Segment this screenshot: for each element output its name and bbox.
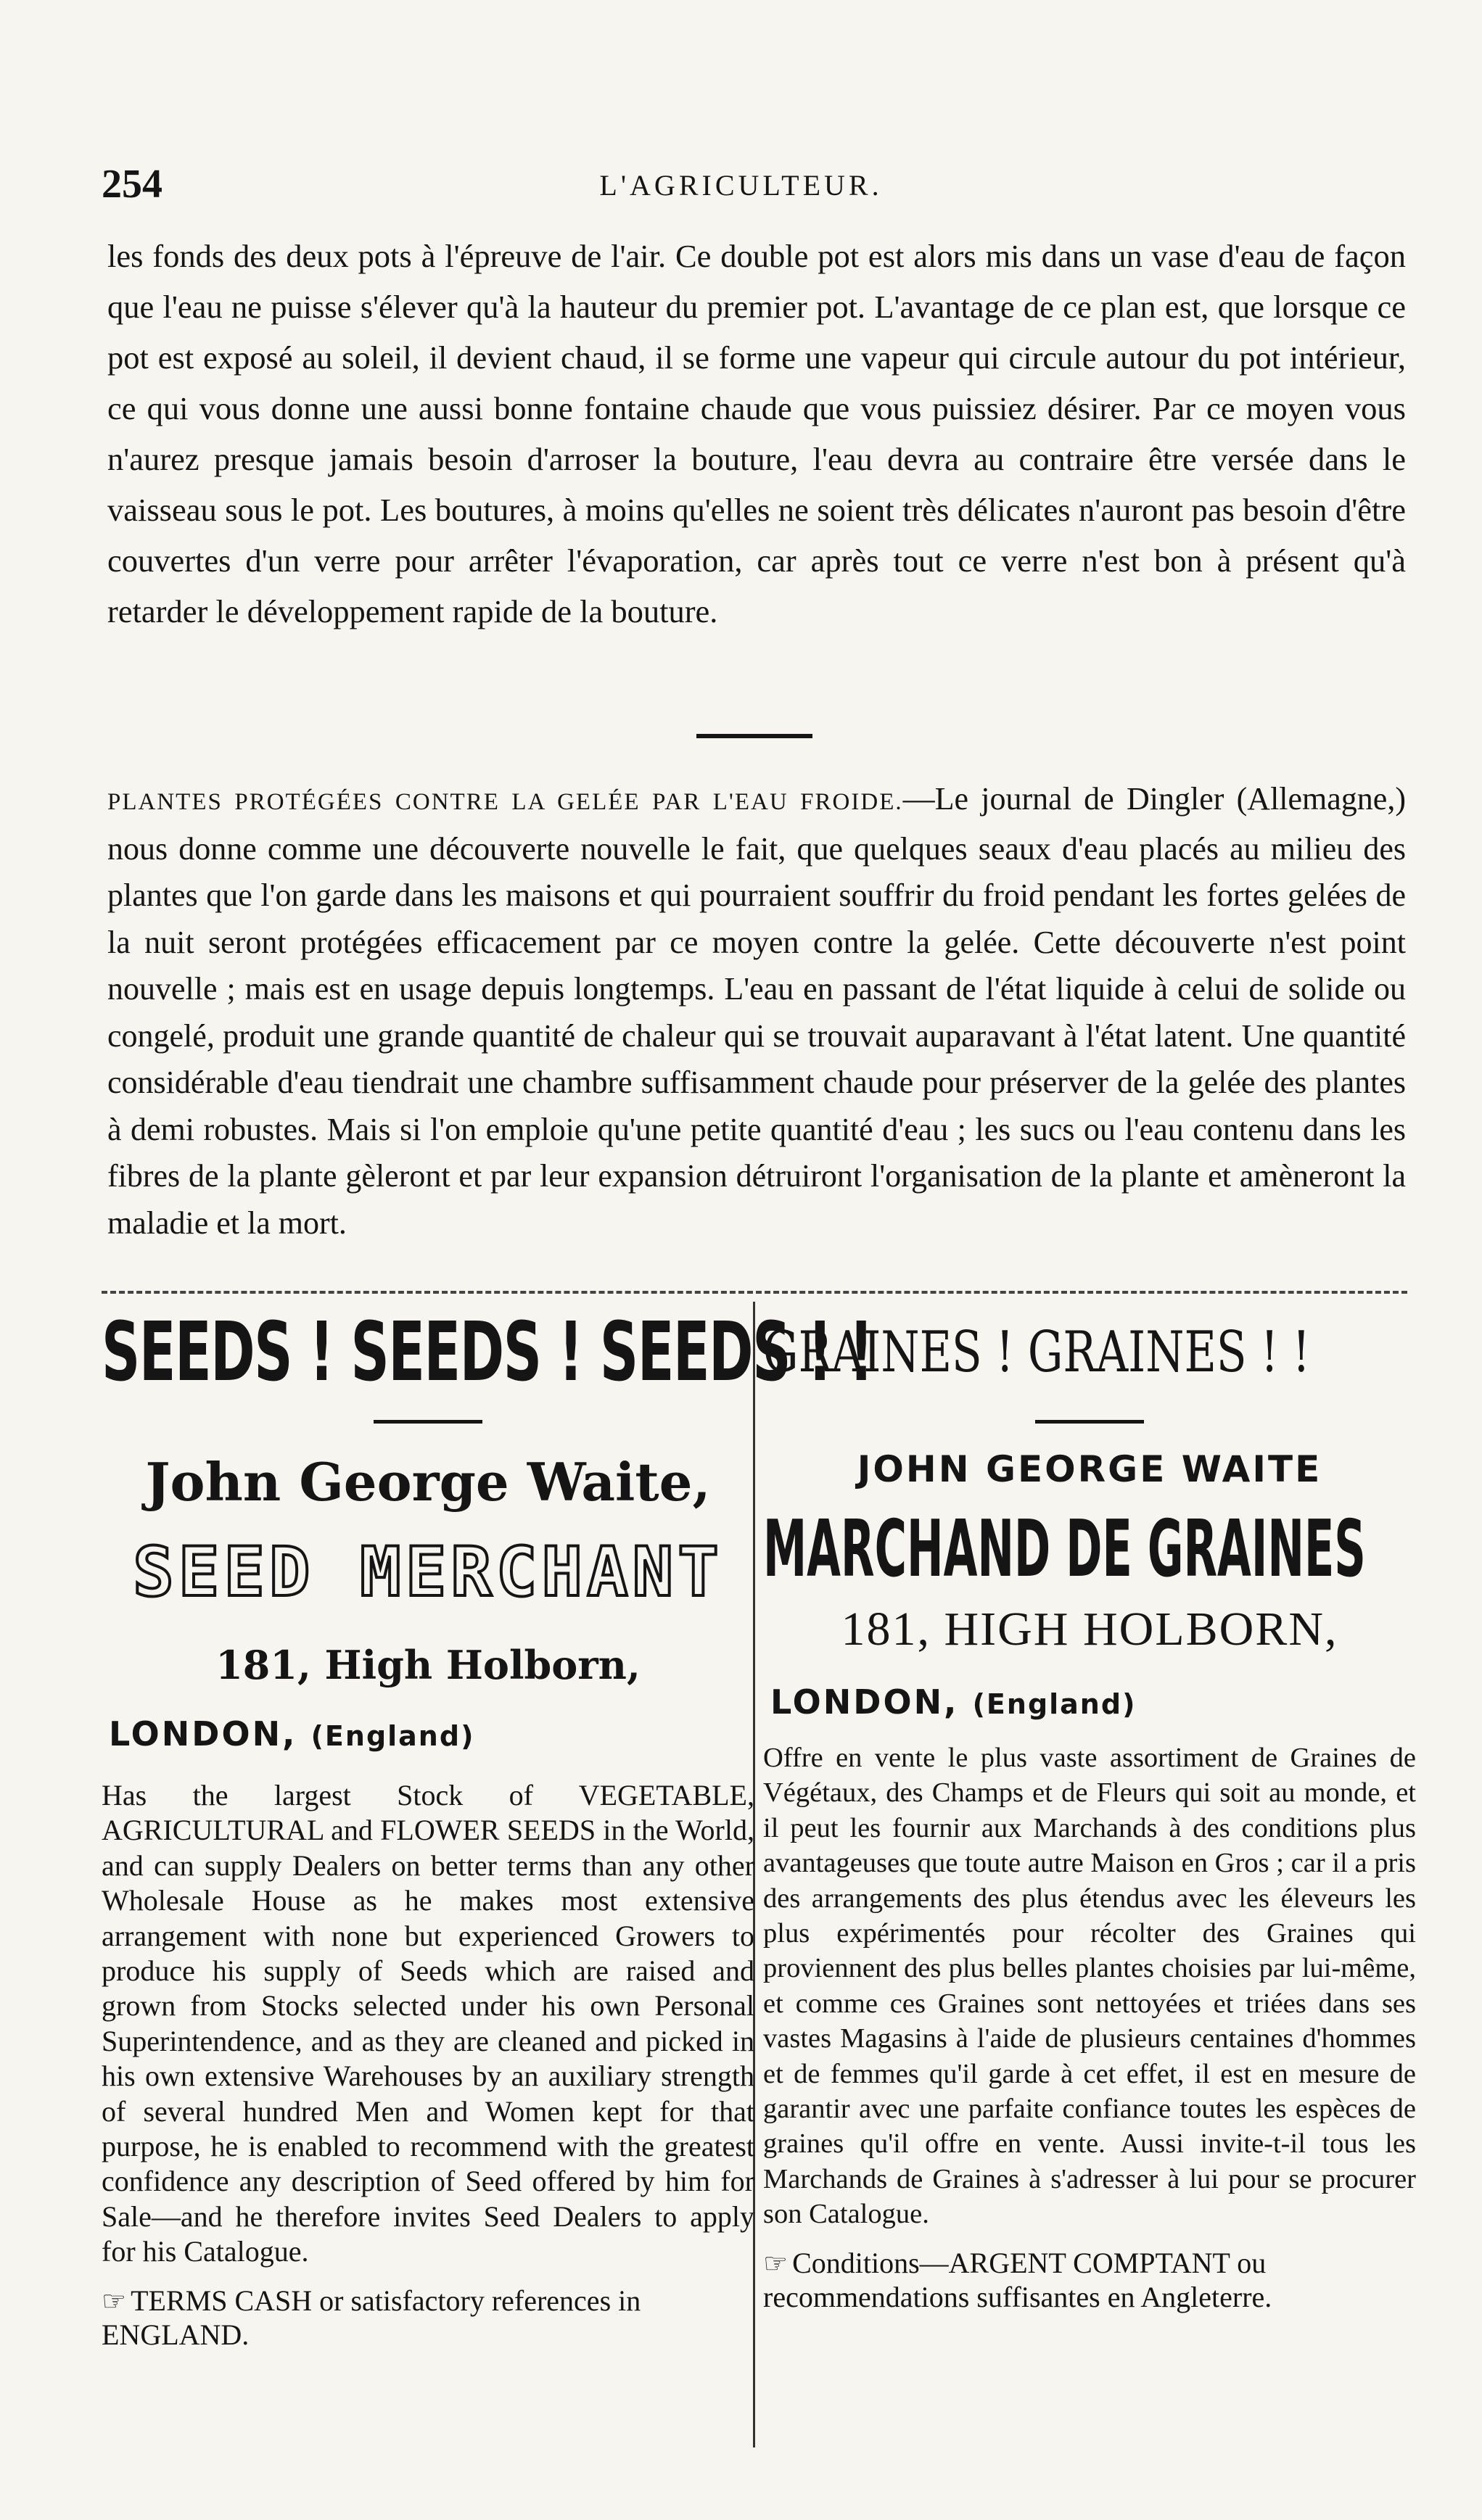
ad-french-country: (England) <box>972 1688 1137 1720</box>
ad-english-body: Has the largest Stock of VEGETABLE, AGRICULTURAL and FLOWER SEEDS in the World, and can supply Dealers on better terms than any other Wholesale House as he makes most extensive arrangement with none but experienced Growers to produce his supply of Seeds which are raised and grown from Stocks selected under his own Personal Superintendence, and as they are cleaned and picked in his own extensive Warehouses by an auxiliary strength of several hundred Men and Women kept for that purpose, he is enabled to recommend with the greatest confidence any description of Seed offered by him for Sale—and he therefore invites Seed Dealers to apply for his Catalogue. <box>102 1779 754 2268</box>
article-paragraph-2-body: —Le journal de Dingler (Allemagne,) nous donne comme une découverte nouvelle le fait, que quelques seaux d'eau placés au milieu des plantes que l'on garde dans les maisons et qui pourraient souffrir du froid pendant les fortes gelées de la nuit seront protégées efficacement par ce moyen contre la gelée. Cette découverte n'est point nouvelle ; mais est en usage depuis longtemps. L'eau en passant de l'état liquide à celui de solide ou congelé, produit une grande quantité de chaleur qui se trouvait auparavant à l'état latent. Une quantité considérable d'eau tiendrait une chambre suffisamment chaude pour préserver de la gelée des plantes à demi robustes. Mais si l'on emploie qu'une petite quantité d'eau ; les sucs ou l'eau contenu dans les fibres de la plante gèleront et par leur expansion détruiront l'organisation de la plante et amèneront la maladie et la mort. <box>107 781 1406 1241</box>
ad-french-city: LONDON, <box>770 1682 959 1722</box>
ad-english-city: LONDON, <box>109 1714 297 1753</box>
article-paragraph-1: les fonds des deux pots à l'épreuve de l'air. Ce double pot est alors mis dans un vase d'eau de façon que l'eau ne puisse s'élever qu'à la hauteur du premier pot. L'avantage de ce plan est, que lorsque ce pot est exposé au soleil, il devient chaud, il se forme une vapeur qui circule autour du pot intérieur, ce qui vous donne une aussi bonne fontaine chaude que vous puissiez désirer. Par ce moyen vous n'aurez presque jamais besoin d'arroser la bouture, l'eau devra au contraire être versée dans le vaisseau sous le pot. Les boutures, à moins qu'elles ne soient très délicates n'auront pas besoin d'être couvertes d'un verre pour arrêter l'évaporation, car après tout ce verre n'est bon à présent qu'à retarder le développement rapide de la bouture. <box>107 238 1406 629</box>
advertisement-separator <box>102 1291 1407 1294</box>
ad-english-name: John George Waite, <box>145 1451 711 1513</box>
ad-english-rule <box>374 1420 482 1424</box>
ad-english-location <box>102 1712 754 1758</box>
ad-english-address: 181, High Holborn, <box>215 1642 641 1688</box>
ad-english-terms: TERMS CASH or satisfactory references in ENGLAND. <box>102 2284 641 2351</box>
ad-english-terms-line <box>102 2284 754 2352</box>
page-number: 254 <box>102 162 162 207</box>
section-divider <box>696 734 812 738</box>
ad-french-name: JOHN GEORGE WAITE <box>857 1448 1322 1490</box>
ad-french <box>763 1305 1416 2314</box>
ad-french-terms-line <box>763 2247 1416 2314</box>
running-title: L'AGRICULTEUR. <box>599 169 883 202</box>
ad-french-body: Offre en vente le plus vaste assortiment de Graines de Végétaux, des Champs et de Fleurs qui soit au monde, et il peut les fournir aux Marchands à des conditions plus avantageuses que toute autre Maison en Gros ; car il a pris des arrangements des plus étendus avec les éleveurs les plus expérimentés pour récolter des Graines qui proviennent des plus belles plantes choisies par lui-même, et comme ces Graines sont nettoyées et triées dans ses vastes Magasins à l'aide de plusieurs centaines d'hommes et de femmes qu'il garde à cet effet, il est en mesure de garantir avec une parfaite confiance toutes les espèces de graines qu'il offre en vente. Aussi invite-t-il tous les Marchands de Graines à s'adresser à lui pour se procurer son Catalogue. <box>763 1743 1416 2230</box>
pointing-hand-icon: ☞ <box>102 2286 127 2317</box>
ad-french-location <box>763 1680 1416 1726</box>
article-paragraph-2 <box>107 776 1406 1247</box>
pointing-hand-icon: ☞ <box>763 2248 789 2279</box>
article-heading-smallcaps: PLANTES PROTÉGÉES CONTRE LA GELÉE PAR L'EAU FROIDE. <box>107 789 903 815</box>
ad-english-country: (England) <box>310 1720 475 1752</box>
ad-french-headline: GRAINES ! GRAINES ! ! <box>763 1320 1311 1385</box>
ad-english-headline: SEEDS ! SEEDS ! SEEDS ! ! <box>102 1305 873 1400</box>
ad-french-address: 181, HIGH HOLBORN, <box>841 1603 1338 1656</box>
ad-french-rule <box>1035 1420 1144 1424</box>
ad-french-title: MARCHAND DE GRAINES <box>763 1504 1366 1595</box>
ad-english <box>102 1305 873 2352</box>
ad-english-title: SEED MERCHANT <box>133 1533 723 1612</box>
ad-french-terms: Conditions—ARGENT COMPTANT ou recommendations suffisantes en Angleterre. <box>763 2246 1272 2313</box>
